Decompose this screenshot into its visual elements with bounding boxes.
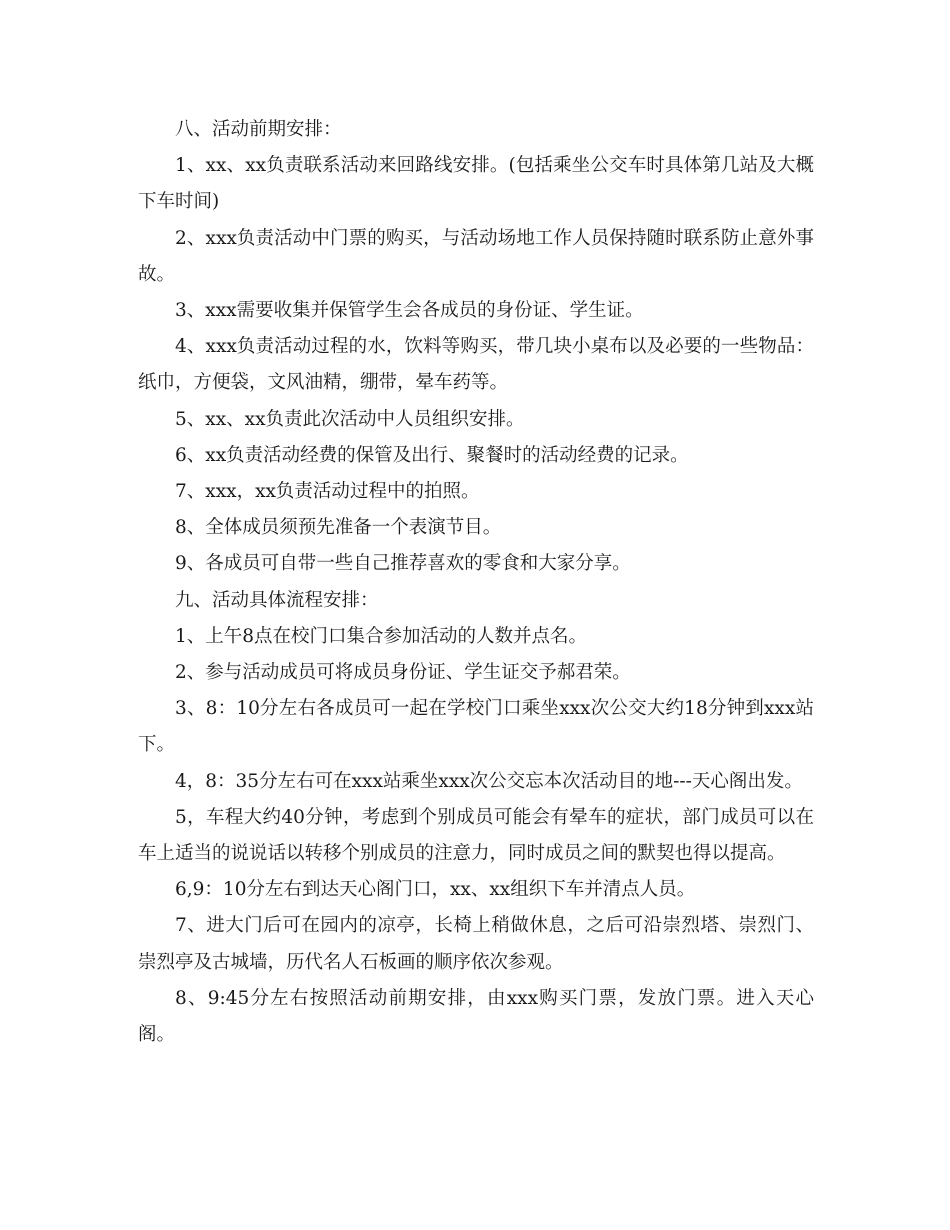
paragraph: 1、上午8点在校门口集合参加活动的人数并点名。 bbox=[175, 625, 588, 647]
paragraph: 1、xx、xx负责联系活动来回路线安排。(包括乘坐公交车时具体第几站及大概下车时间) bbox=[138, 155, 814, 213]
paragraph: 7、进大门后可在园内的凉亭，长椅上稍做休息，之后可沿崇烈塔、崇烈门、崇烈亭及古城墙，历代名人石板画的顺序依次参观。 bbox=[138, 915, 814, 973]
paragraph: 4，8：35分左右可在xxx站乘坐xxx次公交忘本次活动目的地---天心阁出发。 bbox=[175, 770, 803, 792]
paragraph: 3、xxx需要收集并保管学生会各成员的身份证、学生证。 bbox=[175, 300, 644, 322]
paragraph: 8、9:45分左右按照活动前期安排，由xxx购买门票，发放门票。进入天心阁。 bbox=[138, 987, 814, 1046]
paragraph: 2、参与活动成员可将成员身份证、学生证交予郝君荣。 bbox=[175, 662, 631, 684]
paragraph: 4、xxx负责活动过程的水，饮料等购买，带几块小桌布以及必要的一些物品：纸巾，方便袋，文风油精，绷带，晕车药等。 bbox=[138, 336, 814, 394]
section-heading-8: 八、活动前期安排： bbox=[175, 119, 342, 140]
section-heading-9: 九、活动具体流程安排： bbox=[175, 589, 379, 611]
paragraph: 8、全体成员须预先准备一个表演节目。 bbox=[175, 517, 502, 539]
paragraph: 3、8：10分左右各成员可一起在学校门口乘坐xxx次公交大约18分钟到xxx站下。 bbox=[138, 698, 814, 756]
paragraph: 5、xx、xx负责此次活动中人员组织安排。 bbox=[175, 408, 525, 430]
paragraph: 9、各成员可自带一些自己推荐喜欢的零食和大家分享。 bbox=[175, 553, 631, 575]
paragraph: 2、xxx负责活动中门票的购买，与活动场地工作人员保持随时联系防止意外事故。 bbox=[138, 227, 814, 285]
paragraph: 7、xxx，xx负责活动过程中的拍照。 bbox=[175, 481, 480, 503]
paragraph: 5，车程大约40分钟，考虑到个别成员可能会有晕车的症状，部门成员可以在车上适当的说说话以转移个别成员的注意力，同时成员之间的默契也得以提高。 bbox=[138, 806, 814, 865]
paragraph: 6、xx负责活动经费的保管及出行、聚餐时的活动经费的记录。 bbox=[175, 444, 689, 466]
document-body bbox=[138, 112, 814, 1053]
paragraph: 6,9：10分左右到达天心阁门口，xx、xx组织下车并清点人员。 bbox=[175, 879, 696, 901]
